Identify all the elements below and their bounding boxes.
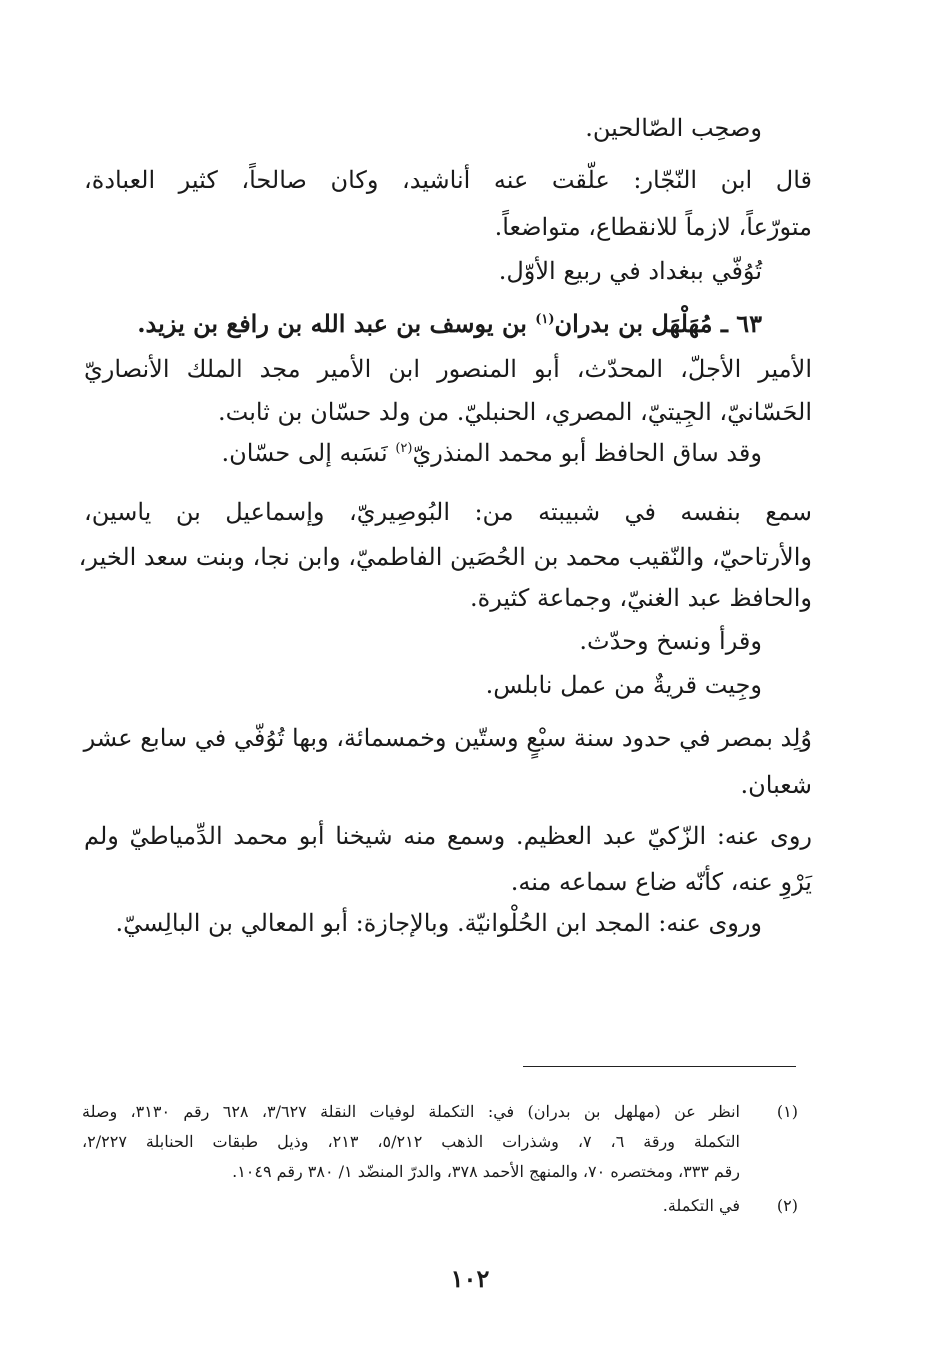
text-line-8-b: نَسَبه إلى حسّان. [221, 439, 396, 467]
text-line-13: وجِيت قريةٌ من عمل نابلس. [485, 671, 762, 699]
entry-heading-name: ٦٣ ـ مُهَلْهَل بن بدران [554, 309, 762, 338]
entry-heading [137, 304, 762, 344]
text-line-3: متورّعاً، لازماً للانقطاع، متواضعاً. [494, 213, 812, 241]
text-line-16: روى عنه: الزّكيّ عبد العظيم. وسمع منه شيخنا أبو محمد الدِّمياطيّ ولم [84, 822, 813, 850]
footnote-ref-1: (١) [535, 312, 555, 327]
entry-heading-lineage: بن يوسف بن عبد الله بن رافع بن يزيد. [137, 309, 536, 338]
text-line-7: الحَسّانيّ، الجِيتيّ، المصري، الحنبليّ. من ولد حسّان بن ثابت. [218, 398, 812, 426]
text-line-15: شعبان. [740, 771, 812, 799]
text-line-17: يَرْوِ عنه، كأنّه ضاع سماعه منه. [510, 868, 812, 896]
footnote-ref-2: (٢) [395, 441, 413, 456]
text-line-8 [221, 433, 762, 473]
footnote-separator [523, 1066, 796, 1067]
text-line-18: وروى عنه: المجد ابن الحُلْوانيّة. وبالإجازة: أبو المعالي بن البالِسيّ. [115, 909, 762, 937]
footnote-1-line-1: انظر عن (مهلهل بن بدران) في: التكملة لوفيات النقلة ٣/٦٢٧، ٦٢٨ رقم ٣١٣٠، وصلة [82, 1102, 740, 1121]
text-line-6: الأمير الأجلّ، المحدّث، أبو المنصور ابن الأمير مجد الملك الأنصاريّ [84, 355, 812, 383]
text-line-4: تُوُفّي ببغداد في ربيع الأوّل. [498, 257, 762, 285]
footnote-1-line-2: التكملة ورقة ٦، ٧، وشذرات الذهب ٥/٢١٢، ٢١٣، وذيل طبقات الحنابلة ٢/٢٢٧، [82, 1132, 741, 1151]
page-number: ١٠٢ [450, 1264, 490, 1293]
footnote-1-number: (١) [776, 1102, 798, 1121]
text-line-9: سمع بنفسه في شبيبته من: البُوصِيريّ، وإسماعيل بن ياسين، [84, 498, 812, 526]
text-line-1: وصحِب الصّالحين. [585, 114, 762, 142]
footnote-1-line-3: رقم ٣٣٣، ومختصره ٧٠، والمنهج الأحمد ٣٧٨، والدرّ المنضّد ١/ ٣٨٠ رقم ١٠٤٩. [232, 1162, 740, 1181]
footnote-2-line-1: في التكملة. [662, 1196, 740, 1215]
text-line-11: والحافظ عبد الغنيّ، وجماعة كثيرة. [469, 584, 812, 612]
text-line-2: قال ابن النّجّار: علّقت عنه أناشيد، وكان صالحاً، كثير العبادة، [84, 166, 812, 194]
text-line-10: والأرتاحيّ، والنّقيب محمد بن الحُصَين الفاطميّ، وابن نجا، وبنت سعد الخير، [78, 543, 812, 571]
footnote-2-number: (٢) [776, 1196, 798, 1215]
text-line-14: وُلِد بمصر في حدود سنة سبْعٍ وستّين وخمسمائة، وبها تُوُفّي في سابع عشر [83, 724, 812, 752]
text-line-8-a: وقد ساق الحافظ أبو محمد المنذريّ [412, 439, 762, 467]
text-line-12: وقرأ ونسخ وحدّث. [579, 627, 762, 655]
